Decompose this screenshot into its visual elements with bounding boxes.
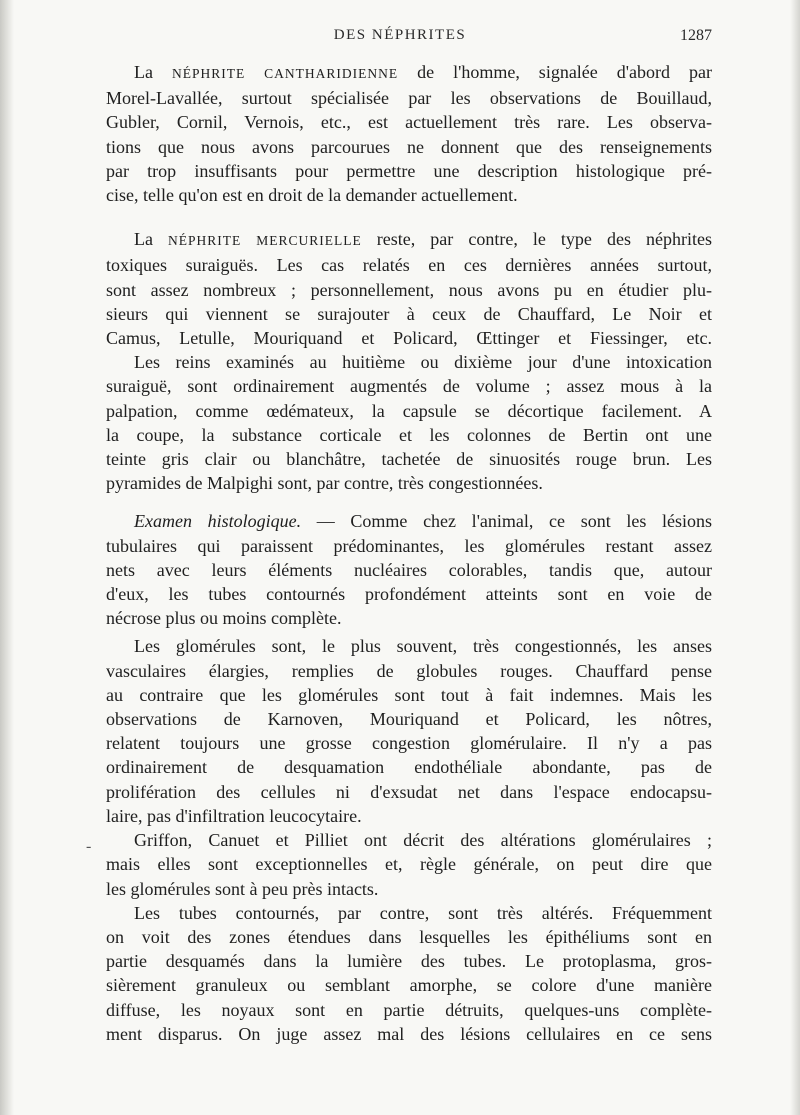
text-line: Camus, Letulle, Mouriquand et Policard, Œttinger et Fiessinger, etc. [106, 328, 712, 349]
paragraph-p3 [106, 350, 712, 495]
paragraph-p7 [106, 901, 712, 1046]
text-line: tubulaires qui paraissent prédominantes, les glomérules restant assez [106, 535, 712, 556]
margin-dash-mark: - [86, 838, 92, 855]
text-line: la coupe, la substance corticale et les colonnes de Bertin ont une [106, 424, 712, 445]
text-line: d'eux, les tubes contournés profondément atteints sont en voie de [106, 584, 712, 605]
small-caps-term: NÉPHRITE CANTHARIDIENNE [171, 66, 399, 81]
text-line: Les reins examinés au huitième ou dixième jour d'une intoxication [134, 352, 712, 373]
text-line: au contraire que les glomérules sont tout à fait indemnes. Mais les [106, 684, 712, 705]
text-line: sont assez nombreux ; personnellement, nous avons pu en étudier plu- [106, 279, 712, 300]
text-line: palpation, comme œdémateux, la capsule se décortique facilement. A [106, 400, 712, 421]
text-line: Gubler, Cornil, Vernois, etc., est actuellement très rare. Les observa- [106, 112, 712, 133]
text-line: prolifération des cellules ni d'exsudat net dans l'espace endocapsu- [106, 781, 712, 802]
text-line: Morel-Lavallée, surtout spécialisée par les observations de Bouillaud, [106, 88, 712, 109]
text-line: ment disparus. On juge assez mal des lésions cellulaires en ce sens [106, 1023, 712, 1044]
text-line: diffuse, les noyaux sont en partie détruits, quelques-uns complète- [106, 999, 712, 1020]
text-line: pyramides de Malpighi sont, par contre, très congestionnées. [106, 473, 543, 494]
text-line: suraiguë, sont ordinairement augmentés de volume ; assez mous à la [106, 376, 712, 397]
text-line: vasculaires élargies, remplies de globules rouges. Chauffard pense [106, 660, 712, 681]
text-line: les glomérules sont à peu près intacts. [106, 878, 379, 899]
text-line: toxiques suraiguës. Les cas relatés en ces dernières années surtout, [106, 255, 712, 276]
text-line: tions que nous avons parcourues ne donnent que des renseignements [106, 136, 712, 157]
text-line: on voit des zones étendues dans lesquelles les épithéliums sont en [106, 926, 712, 947]
small-caps-term: NÉPHRITE MERCURIELLE [168, 233, 362, 249]
paragraph-p6 [106, 828, 712, 901]
line-suffix: de l'homme, signalée d'abord par [398, 62, 712, 82]
text-line: cise, telle qu'on est en droit de la demander actuellement. [106, 185, 518, 206]
text-line: observations de Karnoven, Mouriquand et Policard, les nôtres, [106, 709, 712, 730]
text-line: laire, pas d'infiltration leucocytaire. [106, 805, 362, 826]
text-line: Griffon, Canuet et Pilliet ont décrit des altérations glomérulaires ; [134, 830, 712, 851]
body-text [106, 60, 712, 1046]
text-line: ordinairement de desquamation endothéliale abondante, pas de [106, 757, 712, 778]
paragraph-p1 [106, 60, 712, 207]
line-prefix: La [134, 229, 169, 250]
line-prefix: La [134, 62, 172, 82]
text-line: nets avec leurs éléments nucléaires colorables, tandis que, autour [106, 559, 712, 580]
text-line: partie desquamés dans la lumière des tubes. Le protoplasma, gros- [106, 951, 712, 972]
text-line: Les glomérules sont, le plus souvent, très congestionnés, les anses [134, 636, 712, 657]
text-line: relatent toujours une grosse congestion glomérulaire. Il n'y a pas [106, 733, 712, 754]
running-head [0, 27, 800, 49]
text-line: par trop insuffisants pour permettre une description histologique pré- [106, 160, 712, 181]
paragraph-p5 [106, 634, 712, 828]
page-number: 1287 [680, 27, 712, 44]
text-line: teinte gris clair ou blanchâtre, tachetée de sinuosités rouge brun. Les [106, 449, 712, 470]
text-line: sieurs qui viennent se surajouter à ceux de Chauffard, Le Noir et [106, 303, 712, 324]
text-line [106, 227, 712, 253]
line-suffix: reste, par contre, le type des néphrites [361, 229, 712, 250]
text-line: mais elles sont exceptionnelles et, règle générale, on peut dire que [106, 854, 712, 875]
running-title: DES NÉPHRITES [333, 27, 467, 43]
line-suffix: — Comme chez l'animal, ce sont les lésions [301, 511, 712, 532]
text-line: sièrement granuleux ou semblant amorphe, se colore d'une manière [106, 975, 712, 996]
paragraph-p2 [106, 227, 712, 350]
text-line [106, 60, 712, 86]
text-line: Les tubes contournés, par contre, sont très altérés. Fréquemment [134, 902, 712, 923]
paragraph-p4 [106, 509, 712, 630]
italic-heading: Examen histologique. [134, 511, 302, 532]
text-line: nécrose plus ou moins complète. [106, 608, 342, 629]
text-line [106, 509, 712, 533]
